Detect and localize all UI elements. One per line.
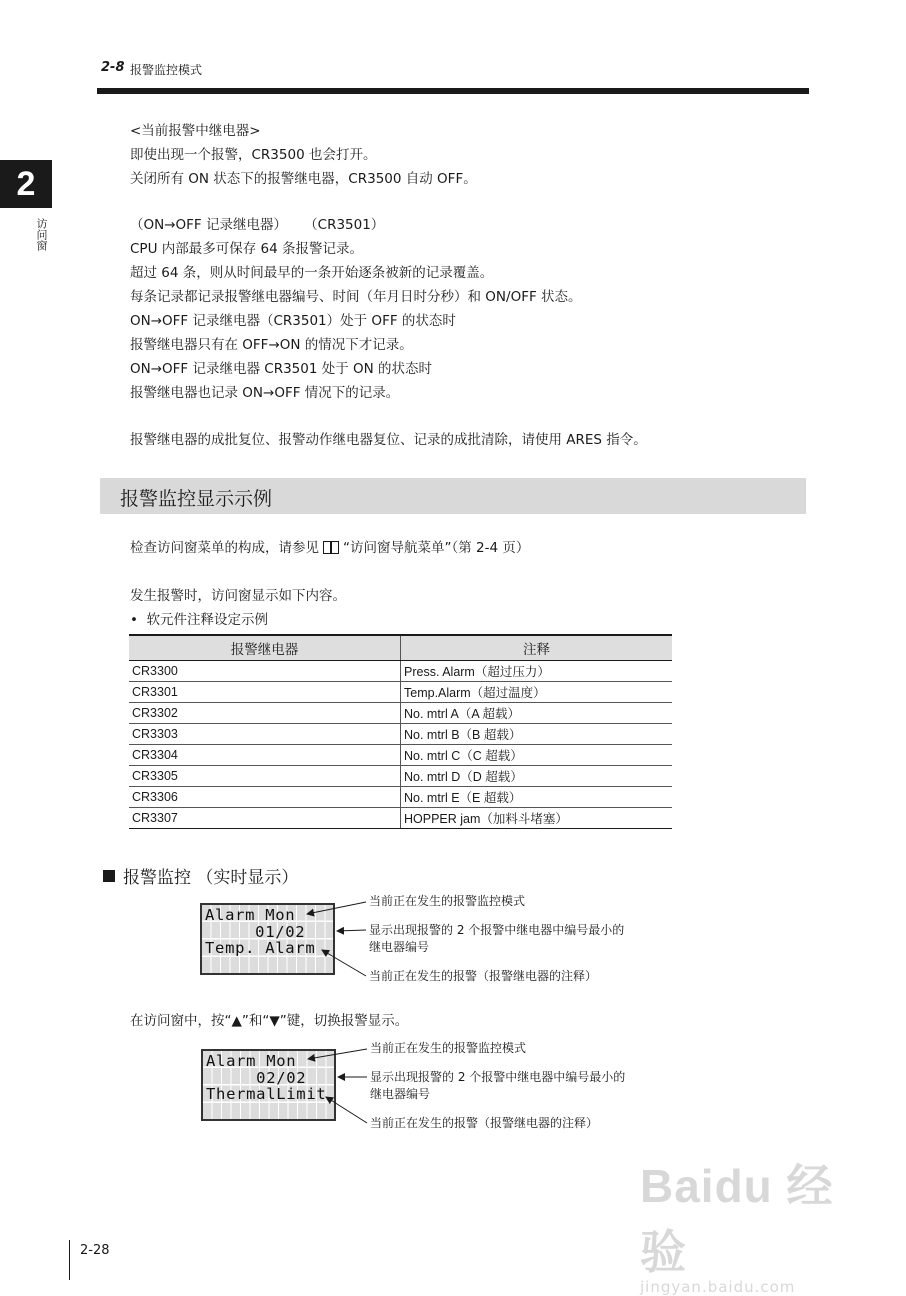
- intro-line: 即使出现一个报警，CR3500 也会打开。: [130, 147, 377, 163]
- callout-count: 显示出现报警的 2 个报警中继电器中编号最小的 继电器编号: [369, 923, 625, 954]
- chapter-label: 访问窗: [35, 218, 48, 251]
- chapter-tab: 2: [0, 160, 52, 208]
- reference-link[interactable]: “访问窗导航菜单”（第 2-4 页）: [343, 540, 530, 556]
- lcd-line: 01/02: [205, 922, 306, 941]
- comment-cell: No. mtrl D（D 超载）: [401, 766, 673, 787]
- intro-line: <当前报警中继电器>: [130, 123, 261, 139]
- comment-cell: Temp.Alarm（超过温度）: [401, 682, 673, 703]
- comment-cell: HOPPER jam（加料斗堵塞）: [401, 808, 673, 829]
- record-line: 每条记录都记录报警继电器编号、时间（年月日时分秒）和 ON/OFF 状态。: [130, 289, 582, 305]
- callout-mode: 当前正在发生的报警监控模式: [369, 894, 526, 908]
- section-number: 2-8: [101, 60, 125, 75]
- relay-cell: CR3303: [129, 724, 401, 745]
- relay-cell: CR3307: [129, 808, 401, 829]
- record-line: 报警继电器只有在 OFF→ON 的情况下才记录。: [130, 337, 413, 353]
- display-intro: 发生报警时，访问窗显示如下内容。: [130, 588, 346, 604]
- relay-cell: CR3304: [129, 745, 401, 766]
- relay-cell: CR3306: [129, 787, 401, 808]
- relay-cell: CR3302: [129, 703, 401, 724]
- comment-cell: No. mtrl A（A 超载）: [401, 703, 673, 724]
- footer-rule: [69, 1240, 70, 1280]
- comment-cell: No. mtrl B（B 超载）: [401, 724, 673, 745]
- comment-cell: No. mtrl C（C 超载）: [401, 745, 673, 766]
- relay-cell: CR3300: [129, 661, 401, 682]
- record-line: 报警继电器也记录 ON→OFF 情况下的记录。: [130, 385, 400, 401]
- callout-count: 显示出现报警的 2 个报警中继电器中编号最小的 继电器编号: [370, 1070, 626, 1101]
- callout-comment: 当前正在发生的报警（报警继电器的注释）: [369, 969, 598, 983]
- lcd-line: Alarm Mon: [206, 1052, 297, 1070]
- callout-comment: 当前正在发生的报警（报警继电器的注释）: [370, 1116, 599, 1130]
- column-header: 报警继电器: [129, 635, 401, 661]
- arrow-line: [308, 1049, 367, 1059]
- arrow-line: [337, 930, 366, 931]
- record-line: 超过 64 条，则从时间最早的一条开始逐条被新的记录覆盖。: [130, 265, 494, 281]
- monitor-heading-text: 报警监控 （实时显示）: [123, 868, 299, 888]
- record-line: （ON→OFF 记录继电器） （CR3501）: [130, 217, 385, 233]
- lcd-line: ThermalLimit: [206, 1085, 327, 1103]
- switch-text: 在访问窗中，按“▲”和“▼”键，切换报警显示。: [130, 1013, 409, 1029]
- lcd-line: Temp. Alarm: [205, 939, 316, 957]
- record-note: 报警继电器的成批复位、报警动作继电器复位、记录的成批清除，请使用 ARES 指令。: [130, 432, 647, 448]
- watermark-url: jingyan.baidu.com: [640, 1278, 796, 1296]
- arrow-line: [326, 1097, 367, 1123]
- comment-cell: Press. Alarm（超过压力）: [401, 661, 673, 682]
- intro-line: 关闭所有 ON 状态下的报警继电器，CR3500 自动 OFF。: [130, 171, 477, 187]
- bullet-dot-icon: •: [130, 612, 138, 628]
- column-header: 注释: [401, 635, 673, 661]
- relay-cell: CR3301: [129, 682, 401, 703]
- bullet-text: 软元件注释设定示例: [146, 612, 269, 628]
- watermark-logo: Baidu 经验: [640, 1160, 834, 1278]
- record-line: CPU 内部最多可保存 64 条报警记录。: [130, 241, 363, 257]
- section-title: 报警监控模式: [130, 63, 203, 77]
- relay-cell: CR3305: [129, 766, 401, 787]
- page-number: 2-28: [80, 1243, 110, 1258]
- watermark: [640, 1150, 870, 1296]
- example-title: 报警监控显示示例: [120, 488, 273, 510]
- reference-prefix: 检查访问窗菜单的构成，请参见: [130, 540, 319, 556]
- callout-mode: 当前正在发生的报警监控模式: [370, 1041, 527, 1055]
- comment-cell: No. mtrl E（E 超载）: [401, 787, 673, 808]
- arrow-line: [307, 902, 366, 914]
- lcd-line: Alarm Mon: [205, 906, 296, 924]
- lcd-line: 02/02: [206, 1068, 307, 1087]
- arrow-line: [322, 950, 366, 976]
- record-line: ON→OFF 记录继电器 CR3501 处于 ON 的状态时: [130, 361, 433, 377]
- record-line: ON→OFF 记录继电器（CR3501）处于 OFF 的状态时: [130, 313, 456, 329]
